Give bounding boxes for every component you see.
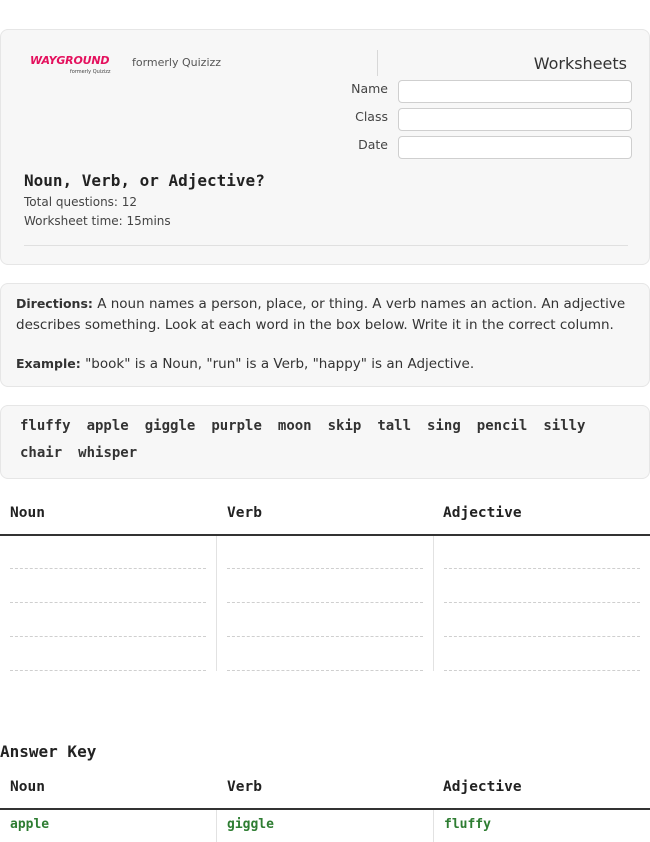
example-label: Example: xyxy=(16,356,81,371)
word-bank-item: purple xyxy=(211,418,262,434)
word-bank-item: sing xyxy=(427,418,461,434)
directions-panel xyxy=(0,283,650,387)
verb-writing-line[interactable] xyxy=(227,670,423,671)
word-bank-item: fluffy xyxy=(20,418,71,434)
column-divider xyxy=(433,536,434,671)
noun-writing-line[interactable] xyxy=(10,602,206,603)
column-header-noun: Noun xyxy=(10,505,45,521)
class-label: Class xyxy=(355,109,388,124)
column-divider xyxy=(433,810,434,842)
total-questions: Total questions: 12 xyxy=(24,195,138,209)
answer-key-adjective-cell: fluffy xyxy=(444,817,491,832)
name-field[interactable] xyxy=(398,80,632,103)
header-divider xyxy=(377,50,378,76)
word-bank-item: giggle xyxy=(144,418,196,434)
adjective-writing-line[interactable] xyxy=(444,568,640,569)
answer-key-noun-cell: apple xyxy=(10,817,50,832)
column-header-adjective: Adjective xyxy=(443,505,522,521)
answer-key-header-adjective: Adjective xyxy=(443,779,522,795)
directions-label: Directions: xyxy=(16,296,93,311)
word-bank-item: chair xyxy=(20,445,63,461)
answer-key-table xyxy=(0,779,650,842)
noun-writing-line[interactable] xyxy=(10,670,206,671)
answer-key-header-verb: Verb xyxy=(227,779,262,795)
answer-key-header-rule xyxy=(0,808,650,810)
column-header-verb: Verb xyxy=(227,505,262,521)
answer-key-header-noun: Noun xyxy=(10,779,45,795)
directions-text-block xyxy=(16,293,638,336)
example-line xyxy=(16,356,474,372)
directions-body: A noun names a person, place, or thing. A verb names an action. An adjective describes something. Look at each word in the box below. Write it in the correct column. xyxy=(16,296,626,333)
header-rule xyxy=(24,245,628,246)
answer-key-verb-cell: giggle xyxy=(227,817,274,832)
table-header-rule xyxy=(0,534,650,536)
word-bank-item: whisper xyxy=(78,445,138,461)
word-bank-item: silly xyxy=(543,418,586,434)
noun-writing-line[interactable] xyxy=(10,636,206,637)
class-field[interactable] xyxy=(398,108,632,131)
worksheet-header xyxy=(0,29,650,265)
answer-key-title: Answer Key xyxy=(0,742,97,761)
date-field[interactable] xyxy=(398,136,632,159)
verb-writing-line[interactable] xyxy=(227,636,423,637)
verb-writing-line[interactable] xyxy=(227,602,423,603)
date-label: Date xyxy=(358,137,388,152)
answer-table xyxy=(0,505,650,675)
worksheet-title: Noun, Verb, or Adjective? xyxy=(24,171,265,190)
adjective-writing-line[interactable] xyxy=(444,602,640,603)
column-divider xyxy=(216,536,217,671)
wayground-logo xyxy=(30,54,118,76)
word-bank-item: pencil xyxy=(476,418,528,434)
logo-subtext: formerly Quizizz xyxy=(70,69,111,75)
word-bank xyxy=(0,405,650,479)
worksheet-time: Worksheet time: 15mins xyxy=(24,214,171,228)
noun-writing-line[interactable] xyxy=(10,568,206,569)
adjective-writing-line[interactable] xyxy=(444,636,640,637)
adjective-writing-line[interactable] xyxy=(444,670,640,671)
formerly-quizizz-text: formerly Quizizz xyxy=(132,56,222,69)
column-divider xyxy=(216,810,217,842)
verb-writing-line[interactable] xyxy=(227,568,423,569)
word-bank-item: apple xyxy=(86,418,129,434)
word-bank-item: tall xyxy=(377,418,412,434)
worksheets-label: Worksheets xyxy=(533,54,627,73)
name-label: Name xyxy=(351,81,388,96)
word-bank-item: skip xyxy=(327,418,362,434)
logo-wordmark: WAYGROUND xyxy=(30,54,110,67)
word-bank-item: moon xyxy=(277,418,312,434)
example-text: "book" is a Noun, "run" is a Verb, "happy" is an Adjective. xyxy=(85,356,475,372)
